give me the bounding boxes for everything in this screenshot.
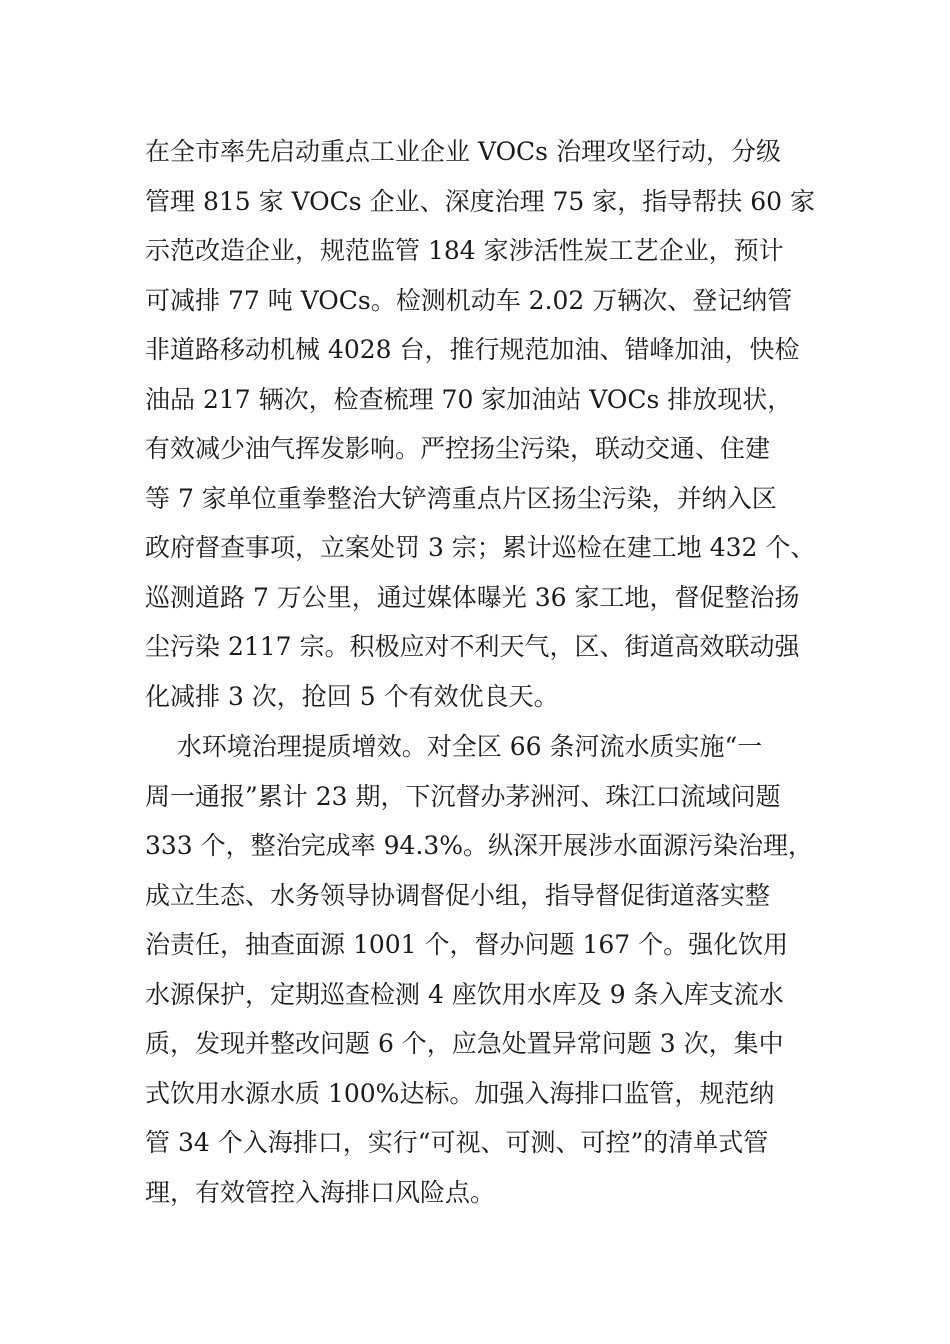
text-line: 示范改造企业，规范监管 184 家涉活性炭工艺企业，预计 [145,236,784,265]
text-line: 水环境治理提质增效。对全区 66 条河流水质实施“一 [145,732,763,761]
text-line: 可减排 77 吨 VOCs。检测机动车 2.02 万辆次、登记纳管 [145,285,793,315]
text-line: 在全市率先启动重点工业企业 VOCs 治理攻坚行动，分级 [145,137,781,166]
text-line: 尘污染 2117 宗。积极应对不利天气，区、街道高效联动强 [145,632,800,661]
text-line: 有效减少油气挥发影响。严控扬尘污染，联动交通、住建 [145,434,771,463]
text-line: 水源保护，定期巡查检测 4 座饮用水库及 9 条入库支流水 [145,979,784,1009]
text-line: 管理 815 家 VOCs 企业、深度治理 75 家，指导帮扶 60 家 [145,186,815,216]
text-line: 等 7 家单位重拳整治大铲湾重点片区扬尘污染，并纳入区 [145,483,777,513]
text-line: 式饮用水源水质 100%达标。加强入海排口监管，规范纳 [145,1078,775,1108]
text-line: 333 个，整治完成率 94.3%。纵深开展涉水面源污染治理， [145,831,814,860]
paragraph-water-environment [145,722,815,1217]
paragraph-air-quality [145,127,815,721]
text-line: 巡测道路 7 万公里，通过媒体曝光 36 家工地，督促整治扬 [145,582,800,612]
text-line: 管 34 个入海排口，实行“可视、可测、可控”的清单式管 [145,1128,769,1157]
text-line: 成立生态、水务领导协调督促小组，指导督促街道落实整 [145,880,771,910]
text-line: 治责任，抽查面源 1001 个，督办问题 167 个。强化饮用 [145,930,789,959]
text-line: 理，有效管控入海排口风险点。 [145,1177,496,1207]
text-line: 周一通报”累计 23 期，下沉督办茅洲河、珠江口流域问题 [145,781,781,811]
text-line: 非道路移动机械 4028 台，推行规范加油、错峰加油，快检 [145,335,800,364]
text-line: 质，发现并整改问题 6 个，应急处置异常问题 3 次，集中 [145,1029,784,1058]
text-line: 政府督查事项，立案处罚 3 宗；累计巡检在建工地 432 个、 [145,533,816,562]
text-line: 化减排 3 次，抢回 5 个有效优良天。 [145,681,559,711]
text-line: 油品 217 辆次，检查梳理 70 家加油站 VOCs 排放现状， [145,384,793,414]
